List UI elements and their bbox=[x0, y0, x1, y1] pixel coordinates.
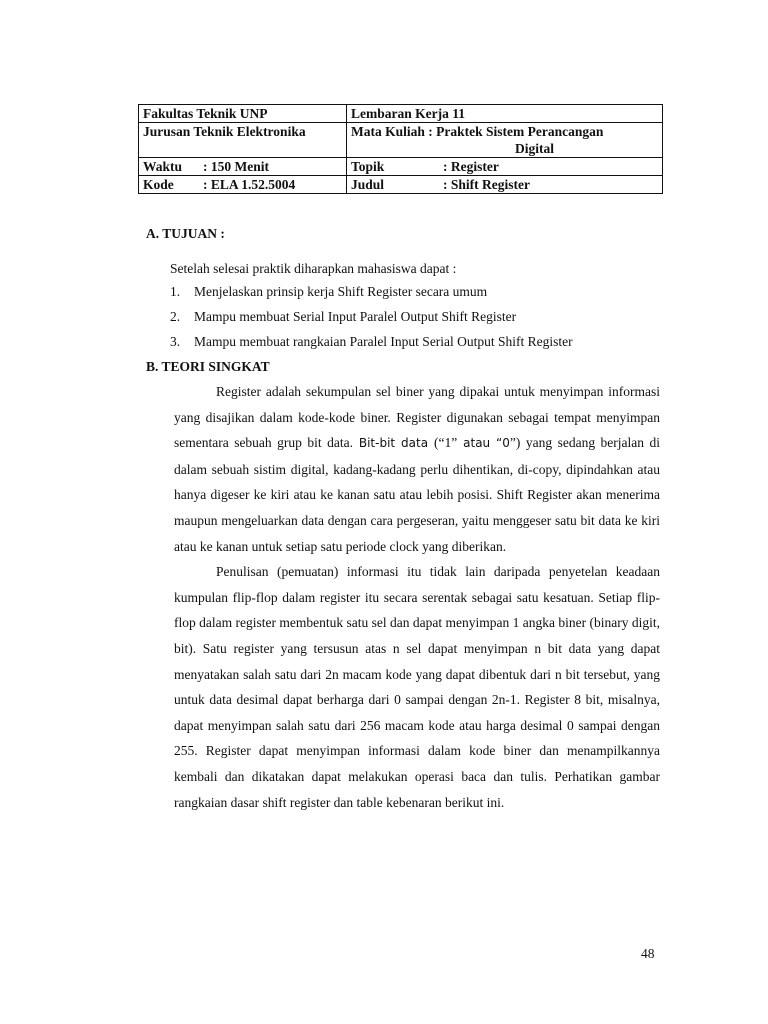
course-line-1: Mata Kuliah : Praktek Sistem Perancangan bbox=[351, 124, 604, 139]
list-item bbox=[170, 329, 573, 354]
topic-cell bbox=[347, 158, 663, 176]
goal-text: Mampu membuat rangkaian Paralel Input Serial Output Shift Register bbox=[194, 334, 573, 349]
time-label: Waktu bbox=[143, 159, 183, 174]
goal-number: 3. bbox=[170, 334, 181, 349]
title-value: : Shift Register bbox=[443, 177, 530, 192]
theory-paragraph-1 bbox=[174, 379, 660, 559]
paragraph-text: Register adalah sekumpulan sel biner yang dipakai untuk menyimpan informasi yang disajikan dalam kode-kode biner. Register digunakan sebagai tempat menyimpan sementara sebuah grup bit data. bbox=[174, 384, 660, 451]
code-label: Kode bbox=[143, 177, 174, 192]
goals-intro: Setelah selesai praktik diharapkan mahasiswa dapat : bbox=[170, 261, 457, 276]
time-cell bbox=[139, 158, 347, 176]
table-row bbox=[139, 176, 663, 194]
goal-number: 2. bbox=[170, 309, 181, 324]
course-cell bbox=[347, 123, 663, 158]
theory-text bbox=[174, 379, 660, 815]
topic-label: Topik bbox=[351, 159, 385, 174]
department-cell: Jurusan Teknik Elektronika bbox=[139, 123, 347, 158]
header-table bbox=[138, 104, 663, 194]
course-line-2: Digital bbox=[515, 141, 554, 156]
topic-value: : Register bbox=[443, 159, 499, 174]
list-item bbox=[170, 279, 573, 304]
code-value: : ELA 1.52.5004 bbox=[203, 177, 296, 192]
table-row bbox=[139, 158, 663, 176]
goals-list bbox=[170, 279, 573, 354]
title-cell bbox=[347, 176, 663, 194]
table-row bbox=[139, 123, 663, 158]
worksheet-cell: Lembaran Kerja 11 bbox=[347, 105, 663, 123]
paragraph-text: atau “0 bbox=[457, 436, 510, 451]
faculty-cell: Fakultas Teknik UNP bbox=[139, 105, 347, 123]
table-row bbox=[139, 105, 663, 123]
paragraph-text: ”) yang sedang berjalan di dalam sebuah sistim digital, kadang-kadang perlu dihentikan, di-copy, dipindahkan atau hanya digeser ke kiri atau ke kanan satu atau lebih posisi. Shift Register akan menerima maupun mengeluarkan data dengan cara pergeseran, yaitu menggeser satu bit data ke kiri atau ke kanan untuk setiap satu periode clock yang diberikan. bbox=[174, 435, 660, 554]
paragraph-text: (“1” bbox=[433, 435, 458, 451]
goal-number: 1. bbox=[170, 284, 181, 299]
list-item bbox=[170, 304, 573, 329]
section-b-title: B. TEORI SINGKAT bbox=[146, 359, 270, 374]
theory-paragraph-2: Penulisan (pemuatan) informasi itu tidak lain daripada penyetelan keadaan kumpulan flip-flop dalam register itu secara serentak sebagai satu kesatuan. Setiap flip-flop dalam register membentuk satu sel dan dapat menyimpan 1 angka biner (binary digit, bit). Satu register yang tersusun atas n sel dapat menyimpan n bit data yang dapat menyatakan salah satu dari 2n macam kode yang dapat dibentuk dari n bit tersebut, yang untuk data desimal dapat berharga dari 0 sampai dengan 2n-1. Register 8 bit, misalnya, dapat menyimpan salah satu dari 256 macam kode atau harga desimal 0 sampai dengan 255. Register dapat menyimpan informasi dalam kode biner dan menampilkannya kembali dan dikatakan dapat melakukan operasi baca dan tulis. Perhatikan gambar rangkaian dasar shift register dan table kebenaran berikut ini. bbox=[174, 564, 660, 810]
goal-text: Mampu membuat Serial Input Paralel Output Shift Register bbox=[194, 309, 517, 324]
goal-text: Menjelaskan prinsip kerja Shift Register secara umum bbox=[194, 284, 488, 299]
page-number: 48 bbox=[641, 946, 655, 961]
paragraph-text: Bit-bit data bbox=[352, 436, 434, 451]
title-label: Judul bbox=[351, 177, 385, 192]
code-cell bbox=[139, 176, 347, 194]
section-a-title: A. TUJUAN : bbox=[146, 226, 225, 241]
time-value: : 150 Menit bbox=[203, 159, 269, 174]
